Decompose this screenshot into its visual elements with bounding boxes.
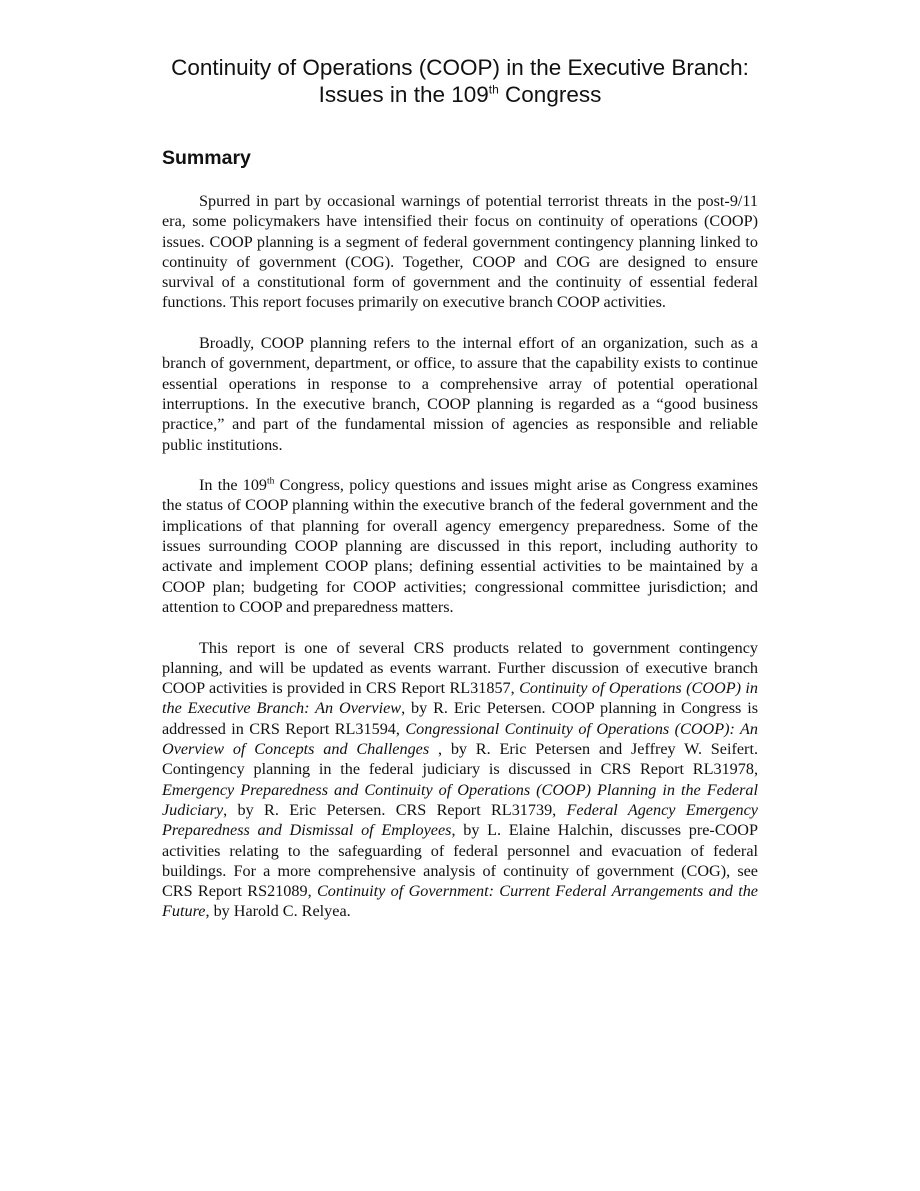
paragraph-3-rest: Congress, policy questions and issues might arise as Congress examines the status of COOP planning within the executive branch of the federal government and the implications of that planning for overall agency emergency preparedness. Some of the issues surrounding COOP planning are discussed in this report, including authority to activate and implement COOP plans; defining essential activities to be maintained by a COOP plan; budgeting for COOP activities; congressional committee jurisdiction; and attention to COOP and preparedness matters. [162,476,758,616]
title-text: Continuity of Operations (COOP) in the Executive Branch: Issues in the 109 [171,55,749,107]
paragraph-4-text: , by R. Eric Petersen. COOP planning in Congress is addressed in CRS Report RL31594, [162,699,758,738]
paragraph-3 [162,475,758,617]
title-text-end: Congress [498,82,602,107]
paragraph-4-text: , by R. Eric Petersen. CRS Report RL31739, [223,800,567,819]
report-title-rl31739: Federal Agency Emergency Preparedness and Dismissal of Employees [162,800,758,840]
report-title-rs21089: Continuity of Government: Current Federal Arrangements and the Future [162,882,758,921]
paragraph-3-superscript: th [267,476,275,487]
paragraph-4-text: , by R. Eric Petersen and Jeffrey W. Seifert. Contingency planning in the federal judiciary is discussed in CRS Report RL31978, [162,740,758,779]
paragraph-2: Broadly, COOP planning refers to the internal effort of an organization, such as a branch of government, department, or office, to assure that the capability exists to continue essential operations in response to a comprehensive array of potential operational interruptions. In the executive branch, COOP planning is regarded as a “good business practice,” and part of the fundamental mission of agencies as responsible and reliable public institutions. [162,334,758,454]
paragraph-4-text: , by L. Elaine Halchin, discusses pre-COOP activities relating to the safeguarding of federal personnel and evacuation of federal buildings. For a more comprehensive analysis of continuity of government (COG), see CRS Report RS21089, [162,821,758,901]
report-title-rl31857: Continuity of Operations (COOP) in the Executive Branch: An Overview [162,679,758,718]
title-superscript: th [488,82,499,97]
report-title-rl31978: Emergency Preparedness and Continuity of Operations (COOP) Planning in the Federal Judiciary [162,780,758,819]
paragraph-4-text: , by Harold C. Relyea. [205,902,351,921]
paragraph-4-text: This report is one of several CRS products related to government contingency planning, and will be updated as events warrant. Further discussion of executive branch COOP activities is provided in CRS Report RL31857, [162,638,758,698]
document-page [162,54,758,922]
report-title-rl31594: Congressional Continuity of Operations (COOP): An Overview of Concepts and Challenges [162,719,758,759]
paragraph-1: Spurred in part by occasional warnings of potential terrorist threats in the post-9/11 era, some policymakers have intensified their focus on continuity of operations (COOP) issues. COOP planning is a segment of federal government contingency planning linked to continuity of government (COG). Together, COOP and COG are designed to ensure survival of a constitutional form of government and the continuity of essential federal functions. This report focuses primarily on executive branch COOP activities. [162,192,758,312]
paragraph-3-start: In the 109 [199,476,268,495]
document-title [162,54,758,108]
section-heading: Summary [162,147,251,169]
paragraph-4 [162,638,758,922]
